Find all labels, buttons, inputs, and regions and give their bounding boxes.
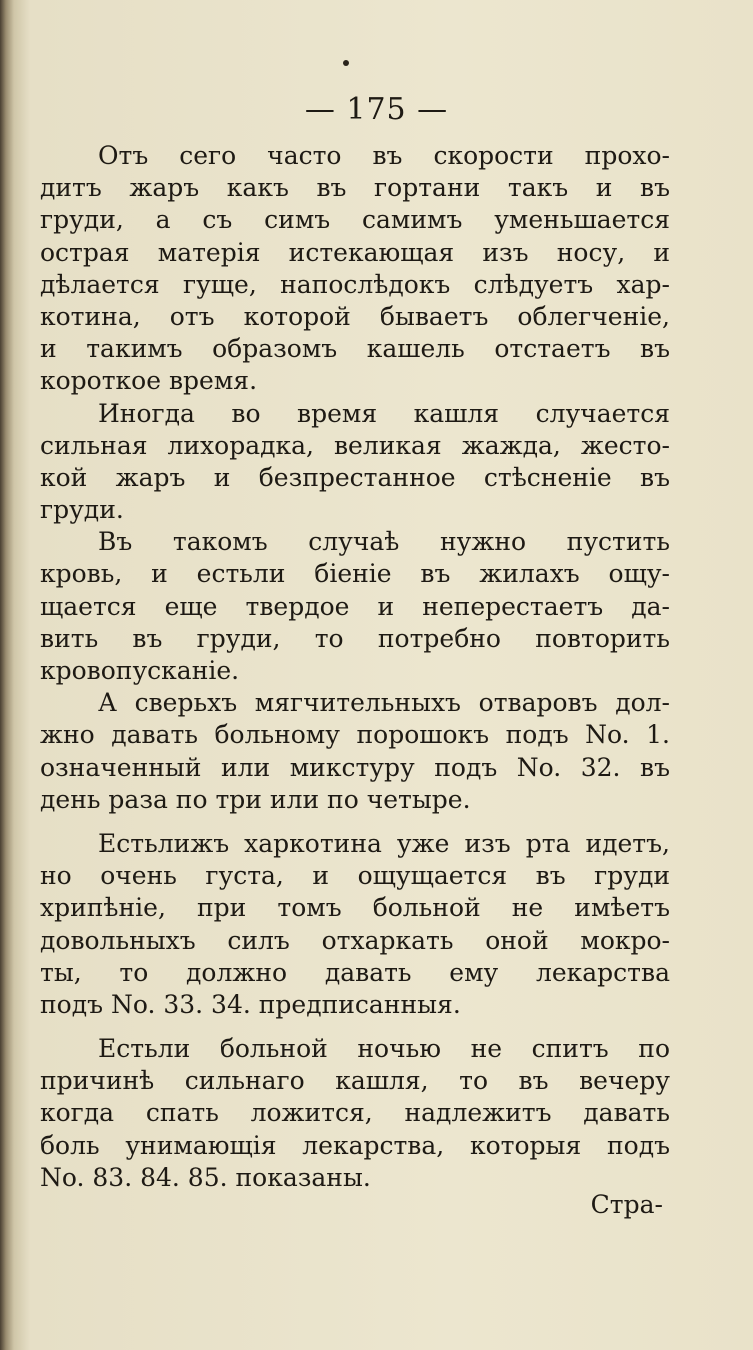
paragraph-gap bbox=[40, 816, 670, 828]
text-line: жно давать больному порошокъ подъ No. 1. bbox=[40, 720, 670, 750]
body-text bbox=[40, 140, 670, 1194]
text-line: А сверьхъ мягчительныхъ отваровъ дол- bbox=[98, 688, 670, 718]
text-line: боль унимающія лекарства, которыя подъ bbox=[40, 1130, 670, 1160]
text-line: No. 83. 84. 85. показаны. bbox=[40, 1162, 371, 1192]
text-line: груди. bbox=[40, 495, 124, 525]
paragraph bbox=[40, 687, 670, 816]
text-line: дѣлается гуще, напослѣдокъ слѣдуетъ хар- bbox=[40, 269, 670, 299]
text-line: кровь, и естьли біеніе въ жилахъ ощу- bbox=[40, 559, 670, 589]
paragraph bbox=[40, 1033, 670, 1194]
text-line: Въ такомъ случаѣ нужно пустить bbox=[98, 527, 670, 557]
text-line: ты, то должно давать ему лекарства bbox=[40, 957, 670, 987]
paragraph-gap bbox=[40, 1021, 670, 1033]
text-line: груди, а съ симъ самимъ уменьшается bbox=[40, 205, 670, 235]
text-line: когда спать ложится, надлежитъ давать bbox=[40, 1098, 670, 1128]
text-line: Естьлижъ харкотина уже изъ рта идетъ, bbox=[98, 828, 670, 858]
text-line: довольныхъ силъ отхаркать оной мокро- bbox=[40, 925, 670, 955]
text-line: хрипѣніе, при томъ больной не имѣетъ bbox=[40, 893, 670, 923]
paragraph bbox=[40, 828, 670, 1021]
text-line: короткое время. bbox=[40, 366, 258, 396]
ink-dot bbox=[343, 60, 349, 66]
paragraph bbox=[40, 526, 670, 687]
text-line: острая матерія истекающая изъ носу, и bbox=[40, 237, 670, 267]
text-line: вить въ груди, то потребно повторить bbox=[40, 623, 670, 653]
text-line: кой жаръ и безпрестанное стѣсненіе въ bbox=[40, 462, 670, 492]
text-line: означенный или микстуру подъ No. 32. въ bbox=[40, 752, 670, 782]
text-line: подъ No. 33. 34. предписанныя. bbox=[40, 989, 461, 1019]
text-line: Иногда во время кашля случается bbox=[98, 398, 670, 428]
text-line: дитъ жаръ какъ въ гортани такъ и въ bbox=[40, 173, 670, 203]
paragraph bbox=[40, 140, 670, 398]
text-line: Естьли больной ночью не спитъ по bbox=[98, 1034, 670, 1064]
text-line: кровопусканіе. bbox=[40, 656, 240, 685]
text-line: щается еще твердое и неперестаетъ да- bbox=[40, 591, 670, 621]
text-line: и такимъ образомъ кашель отстаетъ въ bbox=[40, 334, 670, 364]
text-line: причинѣ сильнаго кашля, то въ вечеру bbox=[40, 1066, 670, 1096]
text-line: Отъ сего часто въ скорости прохо- bbox=[98, 141, 670, 170]
paragraph bbox=[40, 398, 670, 527]
page-number: — 175 — bbox=[304, 92, 449, 127]
catchword: Стра- bbox=[590, 1190, 663, 1219]
text-line: день раза по три или по четыре. bbox=[40, 784, 471, 814]
text-line: сильная лихорадка, великая жажда, жесто- bbox=[40, 430, 670, 460]
text-line: но очень густа, и ощущается въ груди bbox=[40, 861, 670, 891]
text-line: котина, отъ которой бываетъ облегченіе, bbox=[40, 301, 670, 331]
